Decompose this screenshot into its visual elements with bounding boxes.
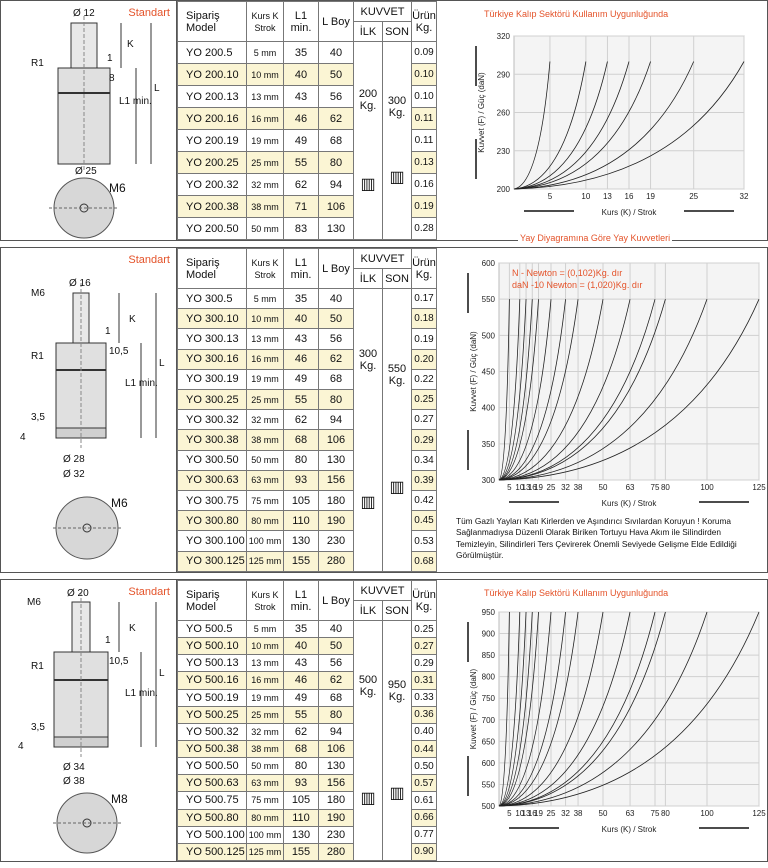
- table-row: YO 300.75 75 mm 105 180 0.42: [178, 491, 437, 511]
- chart-title: Türkiye Kalıp Sektörü Kullanım Uygunluğunda: [484, 9, 669, 19]
- panel-yo200: [0, 0, 768, 241]
- force-ilk: 300 Kg. ▥: [354, 289, 383, 572]
- chart-2: [454, 233, 767, 572]
- y-tick-label: 290: [496, 70, 510, 80]
- dim-one: 1: [105, 326, 111, 337]
- y-tick-label: 500: [481, 802, 495, 811]
- x-tick-label: 19: [646, 192, 656, 201]
- y-tick-label: 650: [481, 737, 495, 747]
- y-tick-label: 850: [481, 651, 495, 661]
- table-row: YO 300.63 63 mm 93 156 0.39: [178, 470, 437, 490]
- chart-title: Türkiye Kalıp Sektörü Kullanım Uygunluğunda: [484, 588, 669, 598]
- cylinder-icon: ▥: [389, 784, 405, 802]
- header-l1: L1 min.: [284, 2, 319, 42]
- dim-ten5: 10,5: [109, 656, 129, 667]
- table-yo500: [177, 580, 437, 861]
- cylinder-icon: ▥: [360, 494, 376, 511]
- table-row: YO 300.38 38 mm 68 106 0.29: [178, 430, 437, 450]
- force-ilk: 500 Kg. ▥: [354, 621, 383, 861]
- x-tick-label: 5: [507, 809, 512, 818]
- table-row: YO 200.10 10 mm 40 50 0.10: [178, 64, 437, 86]
- x-axis-label: Kurs (K) / Strok: [601, 208, 657, 217]
- dim-top-dia: Ø 16: [69, 278, 91, 289]
- x-tick-label: 16: [624, 192, 634, 201]
- x-tick-label: 25: [689, 192, 699, 201]
- dim-r: R1: [31, 351, 44, 362]
- table-row: YO 300.19 19 mm 49 68 0.22: [178, 369, 437, 389]
- x-tick-label: 13: [521, 483, 531, 492]
- header-son: SON: [383, 269, 412, 289]
- y-tick-label: 600: [481, 259, 495, 268]
- dim-l: L: [159, 358, 165, 369]
- header-son: SON: [383, 601, 412, 621]
- dim-dia32: Ø 32: [63, 469, 85, 480]
- table-row: YO 300.16 16 mm 46 62 0.20: [178, 349, 437, 369]
- x-tick-label: 63: [625, 483, 635, 492]
- x-tick-label: 75: [650, 483, 660, 492]
- y-tick-label: 550: [481, 295, 495, 305]
- table-row: YO 200.25 25 mm 55 80 0.13: [178, 152, 437, 174]
- x-tick-label: 38: [573, 809, 583, 818]
- table-row: YO 500.16 16 mm 46 62 0.31: [178, 672, 437, 689]
- x-axis-label: Kurs (K) / Strok: [601, 825, 657, 834]
- table-row: YO 500.10 10 mm 40 50 0.27: [178, 638, 437, 655]
- drawing-yo200: [1, 1, 177, 240]
- table-row: YO 500.25 25 mm 55 80 0.36: [178, 706, 437, 723]
- x-tick-label: 32: [561, 809, 571, 818]
- y-axis-label: Kuvvet (F) / Güç (daN): [477, 72, 486, 153]
- table-yo200: [177, 1, 437, 240]
- header-kurs: Kurs K Strok: [247, 581, 284, 621]
- x-tick-label: 50: [598, 809, 608, 818]
- x-tick-label: 32: [739, 192, 749, 201]
- y-tick-label: 230: [496, 146, 510, 156]
- dim-dia28: Ø 28: [63, 454, 85, 465]
- table-row: YO 500.100 100 mm 130 230 0.77: [178, 826, 437, 843]
- y-tick-label: 450: [481, 367, 495, 377]
- table-row: YO 500.75 75 mm 105 180 0.61: [178, 792, 437, 809]
- legend-dan: daN -10 Newton = (1,020)Kg. dır: [512, 280, 643, 290]
- force-son: 300 Kg. ▥: [383, 42, 412, 240]
- table-row: YO 500.80 80 mm 110 190 0.66: [178, 809, 437, 826]
- table-row: YO 200.32 32 mm 62 94 0.16: [178, 174, 437, 196]
- table-row: YO 300.100 100 mm 130 230 0.53: [178, 531, 437, 551]
- chart-1: [454, 1, 767, 240]
- header-kurs: Kurs K Strok: [247, 249, 284, 289]
- header-ilk: İLK: [354, 22, 383, 42]
- y-axis-label: Kuvvet (F) / Güç (daN): [469, 331, 478, 412]
- x-tick-label: 10: [581, 192, 591, 201]
- header-son: SON: [383, 22, 412, 42]
- drawing-yo500: [1, 580, 177, 861]
- table-row: YO 500.13 13 mm 43 56 0.29: [178, 655, 437, 672]
- header-l1: L1 min.: [284, 249, 319, 289]
- standard-label: Standart: [128, 7, 170, 19]
- dim-thread: M6: [111, 496, 128, 510]
- x-tick-label: 16: [527, 809, 537, 818]
- table-row: YO 300.80 80 mm 110 190 0.45: [178, 511, 437, 531]
- drawing-yo300: [1, 248, 177, 572]
- x-tick-label: 80: [660, 809, 670, 818]
- x-tick-label: 10: [515, 483, 525, 492]
- header-urun: Ürün Kg.: [412, 2, 437, 42]
- table-row: YO 200.19 19 mm 49 68 0.11: [178, 130, 437, 152]
- dim-r: R1: [31, 58, 44, 69]
- x-tick-label: 100: [700, 809, 714, 818]
- x-tick-label: 25: [546, 809, 556, 818]
- table-row: YO 300.125 125 mm 155 280 0.68: [178, 551, 437, 571]
- force-ilk: 200 Kg. ▥: [354, 42, 383, 240]
- x-tick-label: 13: [602, 192, 612, 201]
- x-tick-label: 38: [573, 483, 583, 492]
- x-tick-label: 63: [625, 809, 635, 818]
- y-tick-label: 750: [481, 694, 495, 704]
- y-tick-label: 600: [481, 758, 495, 768]
- spring-drawing: [1, 580, 177, 863]
- dim-thread: M8: [111, 792, 128, 806]
- y-tick-label: 950: [481, 608, 495, 617]
- dim-dia38: Ø 38: [63, 776, 85, 787]
- x-tick-label: 75: [650, 809, 660, 818]
- table-row: YO 300.13 13 mm 43 56 0.19: [178, 329, 437, 349]
- x-tick-label: 125: [752, 809, 766, 818]
- header-ilk: İLK: [354, 601, 383, 621]
- table-row: YO 500.63 63 mm 93 156 0.57: [178, 775, 437, 792]
- table-row: YO 300.25 25 mm 55 80 0.25: [178, 390, 437, 410]
- x-tick-label: 32: [561, 483, 571, 492]
- table-row: YO 200.50 50 mm 83 130 0.28: [178, 218, 437, 240]
- spring-drawing: [1, 1, 177, 242]
- dim-thread: M6: [109, 181, 126, 195]
- dim-ten5: 10,5: [109, 346, 129, 357]
- header-model: Sipariş Model: [178, 249, 247, 289]
- cylinder-icon: ▥: [389, 479, 405, 496]
- x-tick-label: 100: [700, 483, 714, 492]
- table-row: YO 200.38 38 mm 71 106 0.19: [178, 196, 437, 218]
- table-row: YO 500.5 5 mm 35 40 500 Kg. ▥ 950 Kg. ▥ 0.25: [178, 621, 437, 638]
- table-row: YO 500.125 125 mm 155 280 0.90: [178, 843, 437, 860]
- dim-bottom-dia: Ø 25: [75, 166, 97, 177]
- table-row: YO 300.10 10 mm 40 50 0.18: [178, 309, 437, 329]
- dim-three5: 3,5: [31, 722, 45, 733]
- dim-l: L: [154, 83, 160, 94]
- cylinder-icon: ▥: [360, 789, 376, 807]
- chart-3: [454, 580, 767, 861]
- header-l: L Boy: [319, 249, 354, 289]
- x-tick-label: 19: [534, 483, 543, 492]
- dim-m6: M6: [27, 597, 41, 608]
- standard-label: Standart: [128, 586, 170, 598]
- dim-dia34: Ø 34: [63, 762, 85, 773]
- x-tick-label: 13: [521, 809, 531, 818]
- table-yo300: [177, 248, 437, 572]
- dim-l1min: L1 min.: [125, 688, 158, 699]
- header-model: Sipariş Model: [178, 2, 247, 42]
- y-tick-label: 350: [481, 439, 495, 449]
- dim-top-dia: Ø 12: [73, 8, 95, 19]
- header-kurs: Kurs K Strok: [247, 2, 284, 42]
- dim-l1min: L1 min.: [125, 378, 158, 389]
- table-row: YO 200.16 16 mm 46 62 0.11: [178, 108, 437, 130]
- y-tick-label: 700: [481, 715, 495, 725]
- dim-four: 4: [20, 432, 26, 443]
- table-row: YO 300.32 32 mm 62 94 0.27: [178, 410, 437, 430]
- dim-l: L: [159, 668, 165, 679]
- header-urun: Ürün Kg.: [412, 249, 437, 289]
- header-kuvvet: KUVVET: [354, 581, 412, 601]
- dim-three5: 3,5: [31, 412, 45, 423]
- table-row: YO 300.50 50 mm 80 130 0.34: [178, 450, 437, 470]
- dim-one: 1: [105, 635, 111, 646]
- table-row: YO 500.32 32 mm 62 94 0.40: [178, 723, 437, 740]
- table-row: YO 300.5 5 mm 35 40 300 Kg. ▥ 550 Kg. ▥ 0.17: [178, 289, 437, 309]
- dim-k: K: [127, 39, 134, 50]
- dim-one: 1: [107, 53, 113, 64]
- spring-drawing: [1, 248, 177, 574]
- table-row: YO 200.13 13 mm 43 56 0.10: [178, 86, 437, 108]
- header-kuvvet: KUVVET: [354, 249, 412, 269]
- panel-yo300: [0, 233, 768, 573]
- y-tick-label: 200: [496, 185, 510, 194]
- force-son: 950 Kg. ▥: [383, 621, 412, 861]
- header-ilk: İLK: [354, 269, 383, 289]
- table-row: YO 500.19 19 mm 49 68 0.33: [178, 689, 437, 706]
- x-tick-label: 5: [547, 192, 553, 201]
- plot-area: [499, 612, 759, 806]
- y-tick-label: 800: [481, 672, 495, 682]
- table-row: YO 200.5 5 mm 35 40 200 Kg. ▥ 300 Kg. ▥ 0.09: [178, 42, 437, 64]
- header-urun: Ürün Kg.: [412, 581, 437, 621]
- dim-k: K: [129, 623, 136, 634]
- header-model: Sipariş Model: [178, 581, 247, 621]
- legend-newton: N - Newton = (0,102)Kg. dır: [512, 268, 623, 278]
- x-tick-label: 5: [507, 483, 512, 492]
- panel-yo500: [0, 579, 768, 862]
- y-tick-label: 900: [481, 629, 495, 639]
- dim-eight: 8: [109, 73, 115, 84]
- dim-top-dia: Ø 20: [67, 588, 89, 599]
- x-tick-label: 10: [515, 809, 525, 818]
- header-kuvvet: KUVVET: [354, 2, 412, 22]
- x-tick-label: 80: [660, 483, 670, 492]
- x-tick-label: 25: [546, 483, 556, 492]
- standard-label: Standart: [128, 254, 170, 266]
- x-tick-label: 16: [527, 483, 537, 492]
- x-tick-label: 19: [534, 809, 543, 818]
- y-tick-label: 550: [481, 780, 495, 790]
- y-tick-label: 300: [481, 476, 495, 485]
- cylinder-icon: ▥: [389, 168, 405, 186]
- header-l1: L1 min.: [284, 581, 319, 621]
- x-axis-label: Kurs (K) / Strok: [601, 499, 657, 508]
- y-axis-label: Kuvvet (F) / Güç (daN): [469, 668, 478, 750]
- table-row: YO 500.50 50 mm 80 130 0.50: [178, 758, 437, 775]
- header-l: L Boy: [319, 581, 354, 621]
- header-l: L Boy: [319, 2, 354, 42]
- y-tick-label: 320: [496, 32, 510, 41]
- chart-title: Yay Diyagramına Göre Yay Kuvvetleri: [520, 233, 671, 243]
- dim-m6: M6: [31, 288, 45, 299]
- y-tick-label: 500: [481, 331, 495, 341]
- force-son: 550 Kg. ▥: [383, 289, 412, 572]
- maintenance-note: Tüm Gazlı Yayları Katı Kirlerden ve Aşındırıcı Sıvılardan Koruyun ! Koruma Sağlanmadıysa Düzenli Olarak Biriken Tortuyu Hava Akım ile Silindirden Temizleyin, Silindirleri Ters Çevirerek Önemli Seviyede Gelişme Elde Edildiği Görülmüştür.: [456, 516, 737, 561]
- dim-k: K: [129, 314, 136, 325]
- dim-l1min: L1 min.: [119, 96, 152, 107]
- x-tick-label: 50: [598, 483, 608, 492]
- y-tick-label: 260: [496, 108, 510, 118]
- x-tick-label: 125: [752, 483, 766, 492]
- dim-r: R1: [31, 661, 44, 672]
- cylinder-icon: ▥: [360, 175, 376, 193]
- y-tick-label: 400: [481, 403, 495, 413]
- table-row: YO 500.38 38 mm 68 106 0.44: [178, 740, 437, 757]
- dim-four: 4: [18, 741, 24, 752]
